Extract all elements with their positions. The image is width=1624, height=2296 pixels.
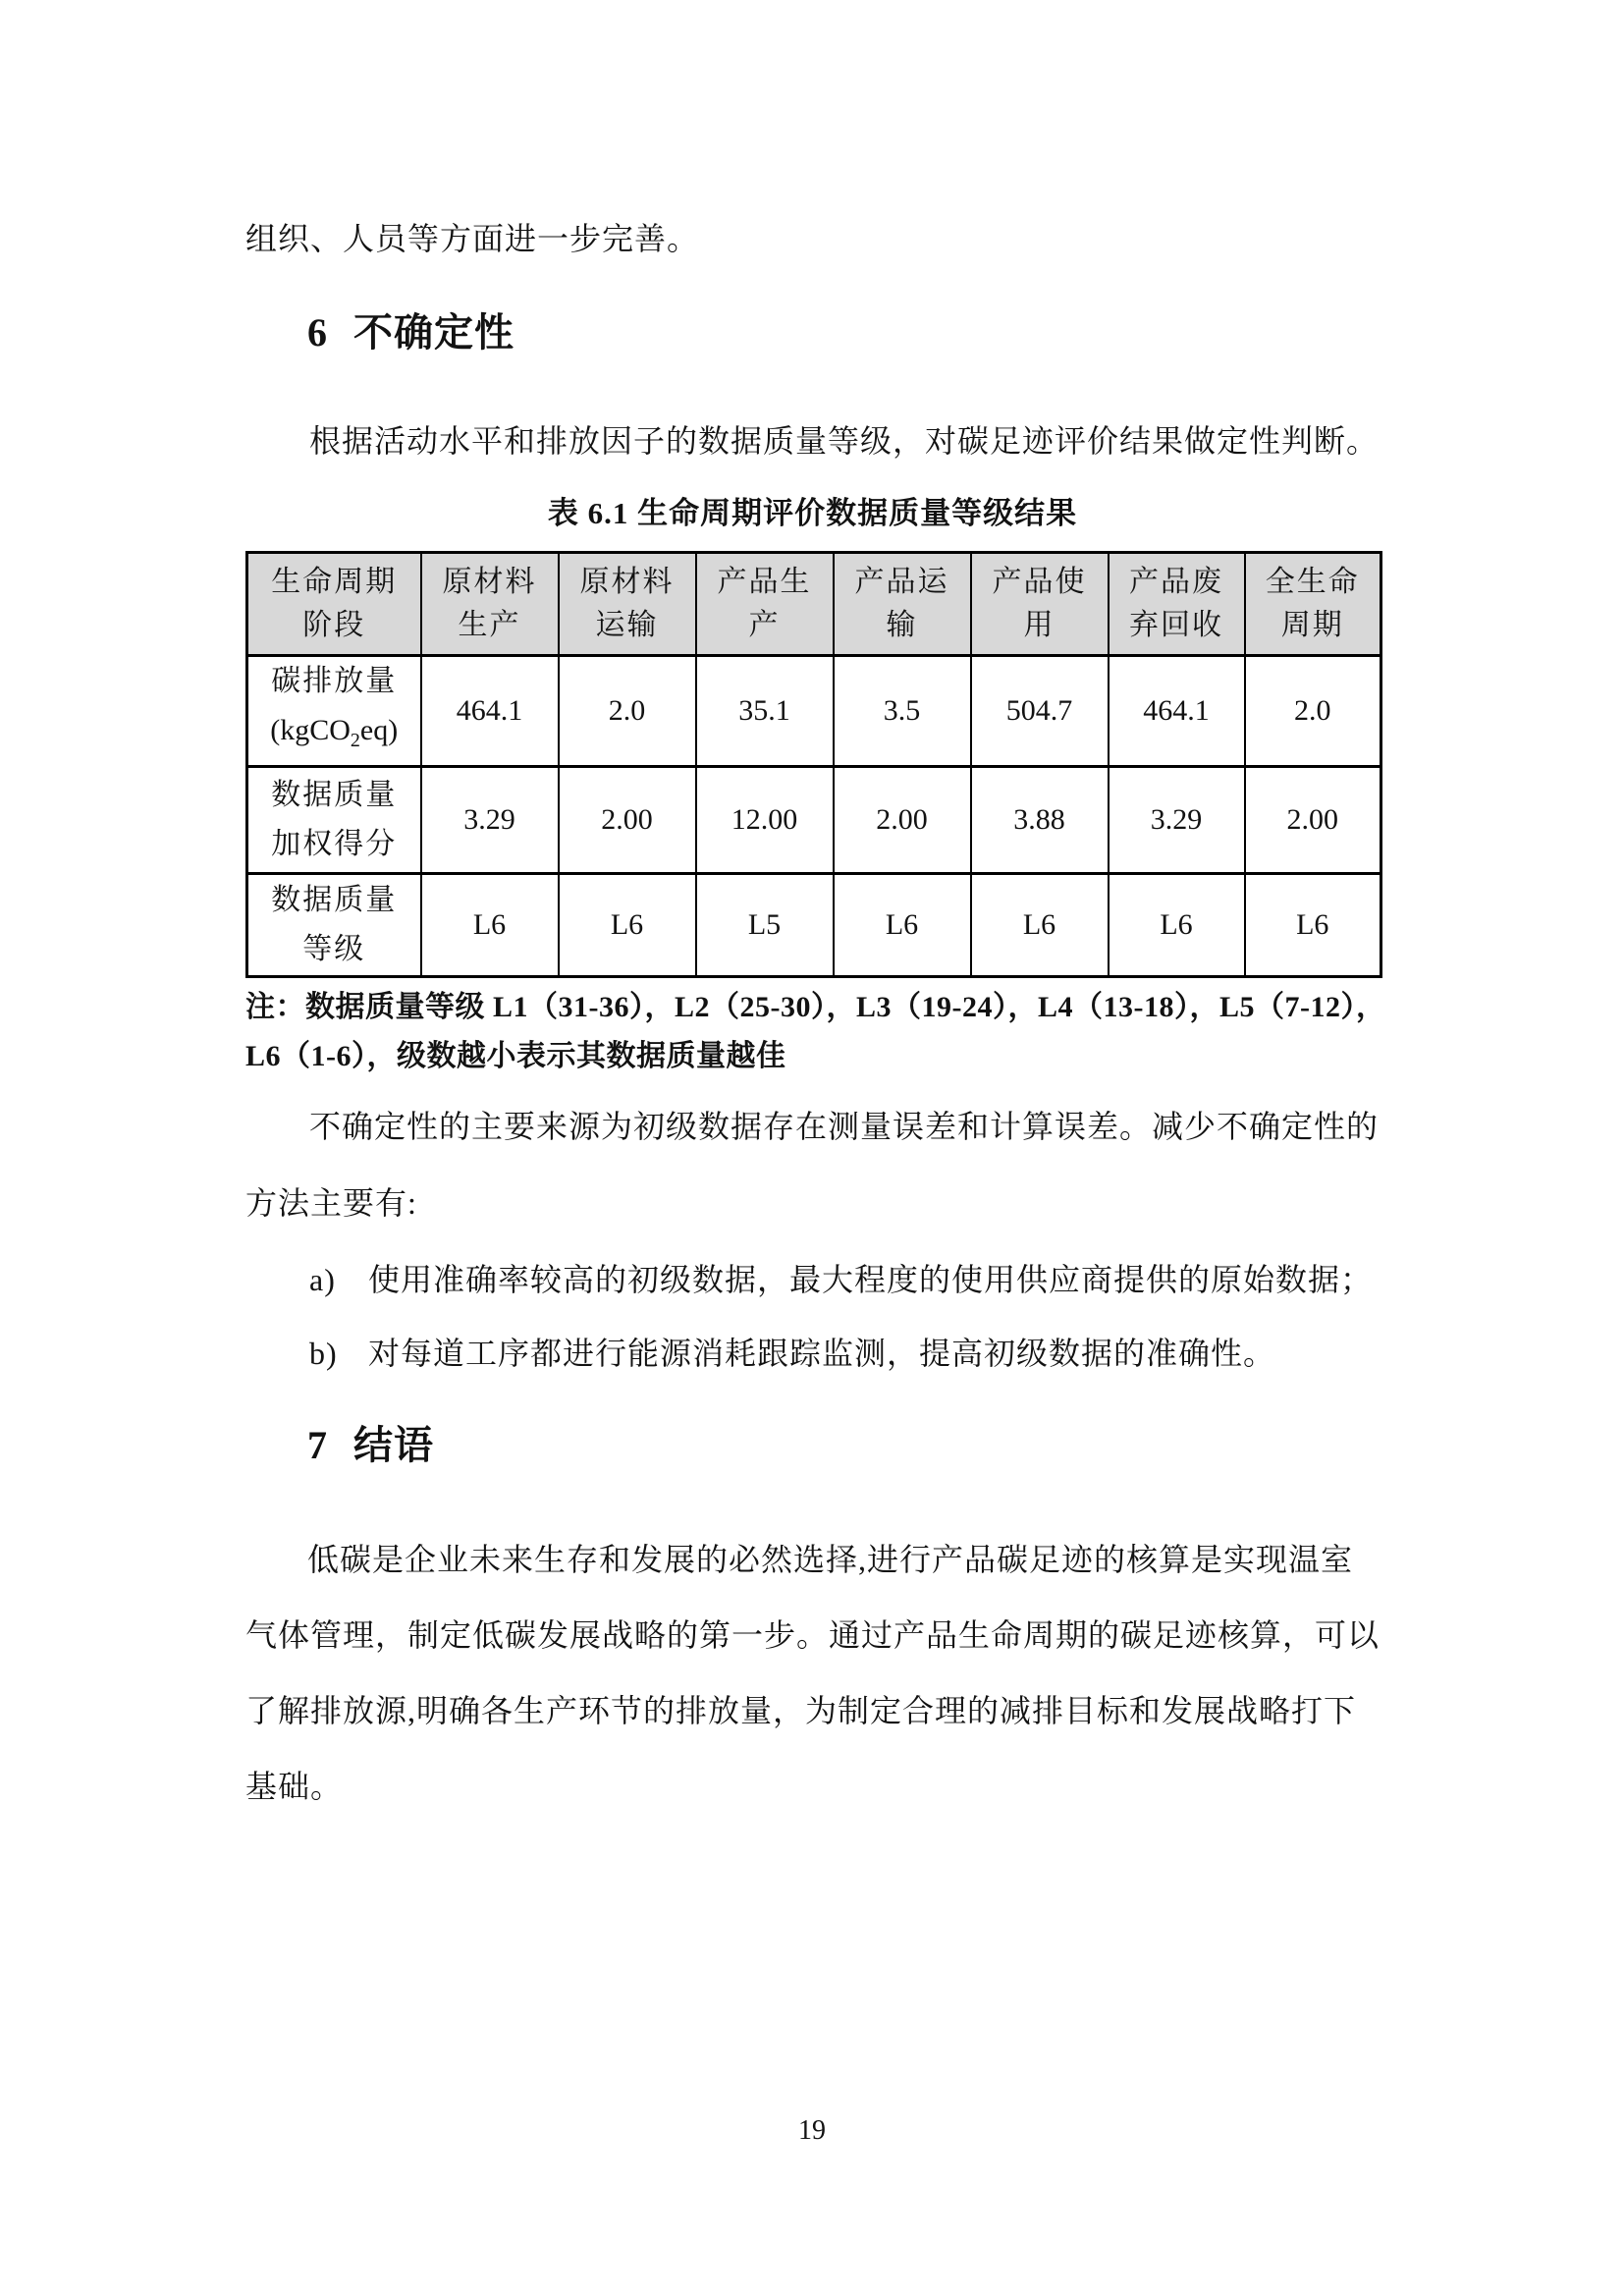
emissions-value: 464.1 bbox=[1109, 656, 1245, 767]
table-row-quality-grade bbox=[247, 874, 1381, 977]
table-header-row bbox=[247, 553, 1381, 656]
grade-value: L6 bbox=[559, 874, 696, 977]
emissions-value: 2.0 bbox=[1245, 656, 1381, 767]
row-label-line: 碳排放量 bbox=[271, 665, 398, 697]
list-item-b-text: 对每道工序都进行能源消耗跟踪监测，提高初级数据的准确性。 bbox=[368, 1336, 1276, 1371]
table-caption: 表 6.1 生命周期评价数据质量等级结果 bbox=[547, 496, 1078, 530]
header-line: 原材料 bbox=[442, 566, 537, 598]
header-line: 产 bbox=[748, 609, 781, 641]
page-number: 19 bbox=[798, 2115, 826, 2146]
row-label-carbon-emissions bbox=[247, 656, 421, 767]
header-line: 生命周期 bbox=[271, 566, 398, 598]
list-item-a-marker: a) bbox=[309, 1262, 336, 1297]
emissions-value: 464.1 bbox=[421, 656, 559, 767]
header-line: 产品废 bbox=[1129, 566, 1223, 598]
header-line: 运输 bbox=[595, 609, 659, 641]
header-cell-product-production bbox=[696, 553, 834, 656]
section6-title: 不确定性 bbox=[353, 311, 514, 355]
uncertainty-paragraph-line1: 不确定性的主要来源为初级数据存在测量误差和计算误差。减少不确定性的 bbox=[309, 1109, 1380, 1144]
header-cell-whole-lifecycle bbox=[1245, 553, 1381, 656]
emissions-value: 35.1 bbox=[696, 656, 834, 767]
table-note-line2: L6（1-6），级数越小表示其数据质量越佳 bbox=[245, 1040, 786, 1072]
table-note-line1: 注：数据质量等级 L1（31-36），L2（25-30），L3（19-24），L4（13-18），L5（7-12）， bbox=[245, 991, 1386, 1023]
score-value: 12.00 bbox=[696, 767, 834, 874]
grade-value: L6 bbox=[421, 874, 559, 977]
row-label-quality-grade bbox=[247, 874, 421, 977]
header-cell-lifecycle-stage bbox=[247, 553, 421, 656]
score-value: 3.88 bbox=[971, 767, 1109, 874]
unit-post: eq) bbox=[359, 714, 399, 746]
header-cell-product-disposal-recycling bbox=[1109, 553, 1245, 656]
conclusion-line3: 了解排放源,明确各生产环节的排放量，为制定合理的减排目标和发展战略打下 bbox=[245, 1693, 1357, 1728]
row-label-unit bbox=[248, 706, 420, 765]
score-value: 3.29 bbox=[1109, 767, 1245, 874]
emissions-value: 2.0 bbox=[559, 656, 696, 767]
unit-subscript: 2 bbox=[350, 730, 360, 751]
table-row-quality-weighted-score bbox=[247, 767, 1381, 874]
header-line: 周期 bbox=[1280, 609, 1344, 641]
unit-pre: (kgCO bbox=[270, 714, 351, 746]
score-value: 2.00 bbox=[559, 767, 696, 874]
conclusion-line4: 基础。 bbox=[245, 1769, 344, 1804]
header-cell-raw-material-transport bbox=[559, 553, 696, 656]
header-line: 产品运 bbox=[854, 566, 949, 598]
emissions-value: 504.7 bbox=[971, 656, 1109, 767]
score-value: 3.29 bbox=[421, 767, 559, 874]
header-line: 原材料 bbox=[579, 566, 675, 598]
grade-value: L6 bbox=[1245, 874, 1381, 977]
uncertainty-paragraph-line2: 方法主要有: bbox=[245, 1185, 417, 1221]
section7-title: 结语 bbox=[353, 1424, 434, 1467]
header-cell-product-transport bbox=[834, 553, 971, 656]
grade-value: L5 bbox=[696, 874, 834, 977]
list-item-b-marker: b) bbox=[309, 1336, 338, 1371]
table-row-carbon-emissions bbox=[247, 656, 1381, 767]
section6-number: 6 bbox=[307, 310, 328, 355]
section7-number: 7 bbox=[307, 1423, 328, 1467]
header-line: 阶段 bbox=[302, 609, 366, 641]
header-cell-product-use bbox=[971, 553, 1109, 656]
header-line: 弃回收 bbox=[1129, 609, 1223, 641]
row-label-quality-weighted-score bbox=[247, 767, 421, 874]
list-item-a bbox=[309, 1258, 1373, 1301]
header-line: 产品生 bbox=[717, 566, 812, 598]
section6-intro-paragraph: 根据活动水平和排放因子的数据质量等级，对碳足迹评价结果做定性判断。 bbox=[309, 423, 1380, 459]
header-line: 用 bbox=[1023, 609, 1056, 641]
row-label-line: 数据质量 bbox=[271, 779, 398, 811]
score-value: 2.00 bbox=[1245, 767, 1381, 874]
grade-value: L6 bbox=[1109, 874, 1245, 977]
header-line: 生产 bbox=[458, 609, 521, 641]
header-line: 输 bbox=[886, 609, 918, 641]
data-quality-table bbox=[245, 551, 1382, 978]
row-label-line: 加权得分 bbox=[271, 828, 398, 860]
conclusion-line1: 低碳是企业未来生存和发展的必然选择,进行产品碳足迹的核算是实现温室 bbox=[307, 1542, 1354, 1577]
row-label-line: 等级 bbox=[302, 933, 366, 965]
grade-value: L6 bbox=[971, 874, 1109, 977]
emissions-value: 3.5 bbox=[834, 656, 971, 767]
section7-heading bbox=[307, 1422, 434, 1469]
section6-heading bbox=[307, 309, 514, 356]
list-item-b bbox=[309, 1332, 1275, 1375]
score-value: 2.00 bbox=[834, 767, 971, 874]
row-label-line: 数据质量 bbox=[271, 884, 398, 916]
conclusion-line2: 气体管理，制定低碳发展战略的第一步。通过产品生命周期的碳足迹核算，可以 bbox=[245, 1617, 1380, 1653]
header-line: 产品使 bbox=[992, 566, 1087, 598]
list-item-a-text: 使用准确率较高的初级数据，最大程度的使用供应商提供的原始数据； bbox=[368, 1262, 1374, 1297]
header-cell-raw-material-production bbox=[421, 553, 559, 656]
grade-value: L6 bbox=[834, 874, 971, 977]
previous-section-tail-line: 组织、人员等方面进一步完善。 bbox=[245, 221, 700, 256]
header-line: 全生命 bbox=[1265, 566, 1360, 598]
